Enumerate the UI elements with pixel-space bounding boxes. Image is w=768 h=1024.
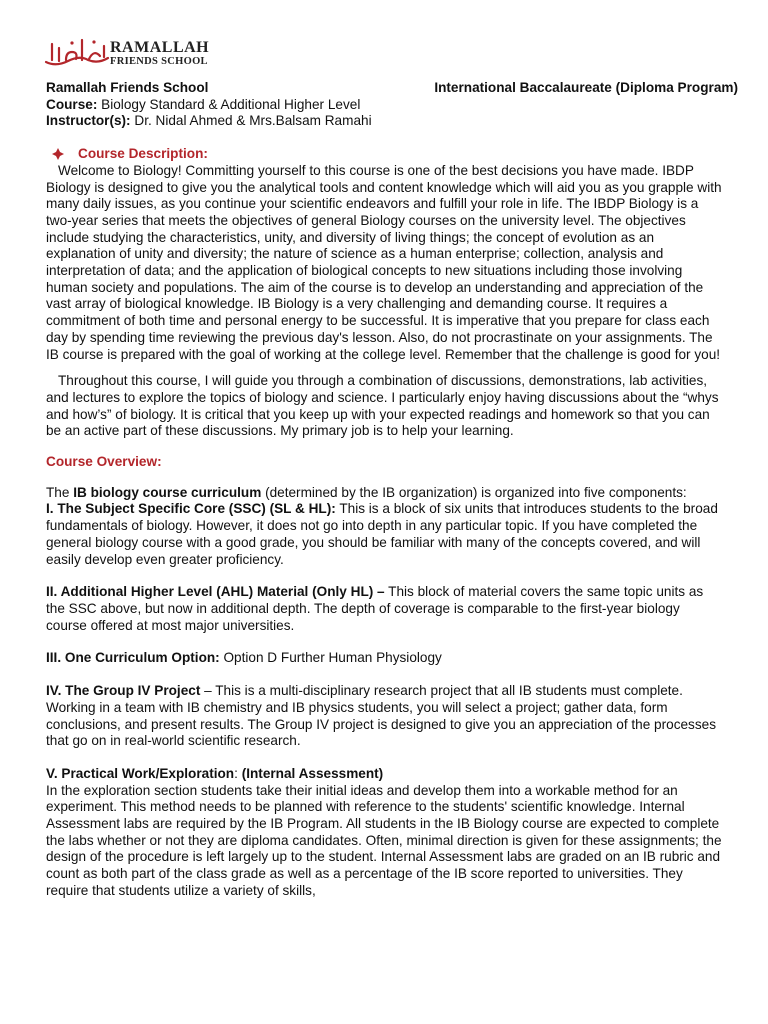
description-paragraph-1: Welcome to Biology! Committing yourself to this course is one of the best decisions you have made. IBDP Biology is designed to give you the analytical tools and content knowledge which will aid you as you grapple with many daily issues, as you continue your scientific endeavors and fulfill your role in life. The IBDP Biology is a two-year series that meets the objectives of general Biology courses on the university level. The objectives include studying the characteristics, unity, and diversity of living things; the concept of evolution as an explanation of unity and diversity; the nature of science as a human enterprise; collection, analysis and interpretation of data; and the application of biological concepts to new situations including those involving human society and populations. The aim of the course is to develop an understanding and appreciation of the vast array of biological knowledge. IB Biology is a very challenging and demanding course. It requires a commitment of both time and personal energy to be successful. It is imperative that you prepare for class each day by spending time reviewing the previous day's lesson. Also, do not procrastinate on your assignments. The IB course is prepared with the goal of working at the college level. Remember that the challenge is good for you!: [46, 162, 722, 362]
overview-intro: [46, 485, 724, 502]
description-paragraph-2: Throughout this course, I will guide you through a combination of discussions, demonstrations, lab activities, and lectures to explore the topics of biology and science. I particularly enjoy having discussions about the “whys and how’s” of biology. It is critical that you keep up with your expected readings and homework so that you can be an active part of these discussions. My primary job is to help your learning.: [46, 373, 719, 439]
component-1-title: I. The Subject Specific Core (SSC) (SL & HL):: [46, 501, 336, 517]
intro-post: (determined by the IB organization) is organized into five components:: [261, 484, 687, 500]
course-value: Biology Standard & Additional Higher Level: [97, 96, 361, 112]
component-3-text: Option D Further Human Physiology: [219, 650, 442, 666]
course-label: Course:: [46, 96, 98, 112]
component-2-text: This block of material covers the same topic units as the SSC above, but now in additional depth. The depth of coverage is comparable to the first-year biology course offered at most major universities.: [46, 584, 704, 633]
component-5-text: In the exploration section students take their initial ideas and develop them into a workable method for an experiment. This method needs to be planned with reference to the students' scientific knowledge. Internal Assessment labs are required by the IB Program. All students in the IB Biology course are expected to complete the labs whether or not they are diploma candidates. Often, minimal direction is given for these assignments; the design of the procedure is left largely up to the student. Internal Assessment labs are graded on an IB rubric and count as both part of the class grade as well as a percentage of the IB score reported to universities. They require that students utilize a variety of skills,: [46, 782, 722, 898]
component-3: [46, 650, 724, 667]
intro-pre: The: [46, 484, 74, 500]
component-5-sep: :: [234, 765, 242, 781]
component-4: [46, 683, 724, 750]
header-row: [46, 80, 738, 97]
component-4-text: – This is a multi-disciplinary research project that all IB students must complete. Working in a team with IB chemistry and IB physics students, you will select a project; gather data, form conclusions, and present results. The Group IV project is designed to give you an appreciation of the processes that go on in real-world scientific research.: [46, 683, 717, 749]
logo-title: RAMALLAH: [110, 39, 210, 56]
course-description-heading: [46, 146, 724, 163]
diamond-bullet-icon: [52, 148, 64, 160]
course-line: [46, 97, 724, 114]
intro-bold: IB biology course curriculum: [73, 484, 262, 500]
component-5: [46, 766, 724, 783]
component-1-text: This is a block of six units that introduces students to the broad fundamentals of biology. However, it does not go into depth in any particular topic. If you have completed the general biology course with a good grade, you should be familiar with many of the concepts covered, and will easily develop even greater proficiency.: [46, 501, 718, 567]
component-2-title: II. Additional Higher Level (AHL) Material (Only HL) –: [46, 584, 385, 600]
instructor-label: Instructor(s):: [46, 113, 131, 129]
component-3-title: III. One Curriculum Option:: [46, 650, 220, 666]
instructor-line: [46, 113, 724, 130]
program-name: International Baccalaureate (Diploma Program): [434, 80, 738, 95]
document-body: [46, 80, 738, 900]
course-description-title: Course Description:: [78, 146, 208, 162]
logo-subtitle: FRIENDS SCHOOL: [110, 56, 208, 67]
component-5-title-b: (Internal Assessment): [241, 765, 384, 781]
component-2: [46, 584, 724, 634]
course-overview-heading: Course Overview:: [46, 454, 162, 470]
school-logo: [42, 34, 262, 70]
component-1: [46, 501, 724, 568]
component-4-title: IV. The Group IV Project: [46, 683, 201, 699]
calligraphy-logo-icon: [42, 34, 112, 70]
instructor-value: Dr. Nidal Ahmed & Mrs.Balsam Ramahi: [130, 113, 372, 129]
component-5-title-a: V. Practical Work/Exploration: [46, 765, 235, 781]
school-name: Ramallah Friends School: [46, 80, 209, 95]
